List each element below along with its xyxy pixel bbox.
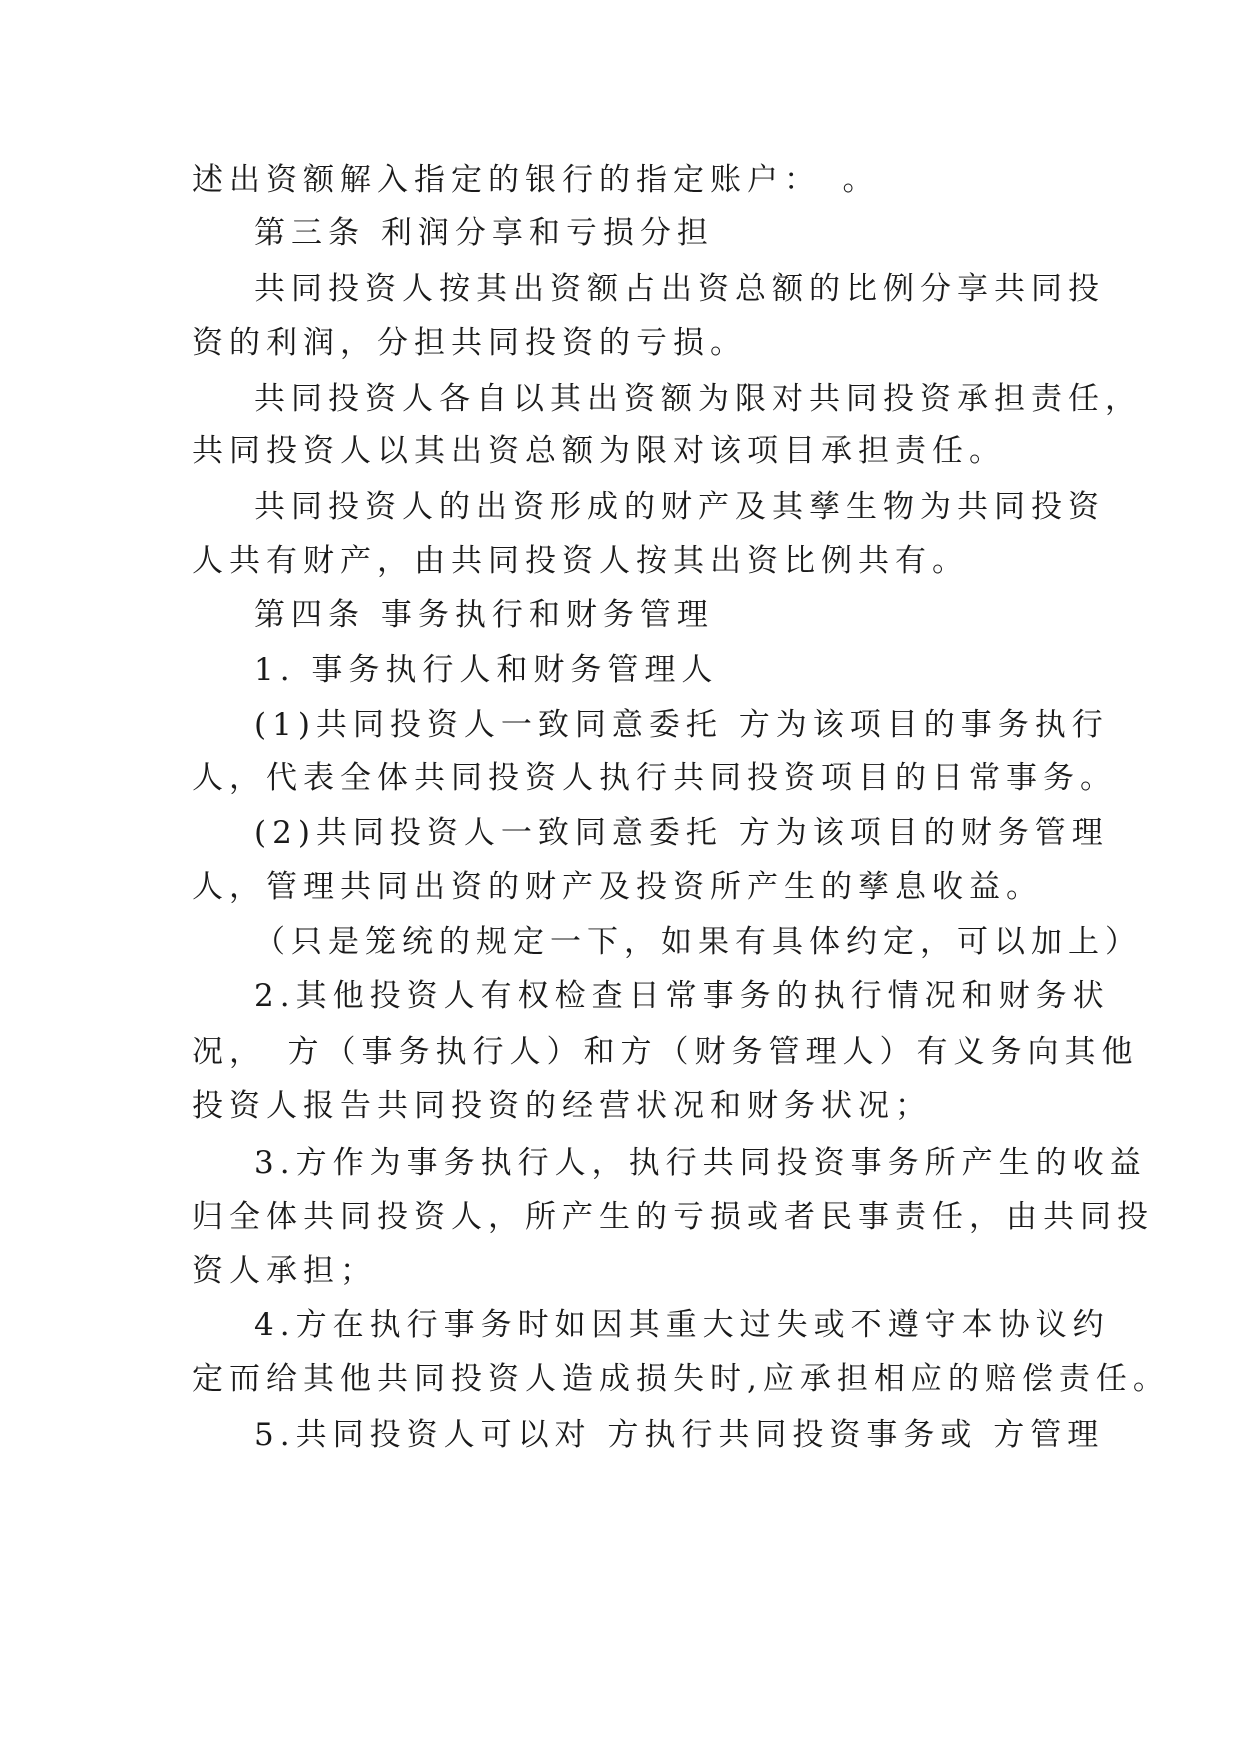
paragraph-line: 定而给其他共同投资人造成损失时,应承担相应的赔偿责任。: [192, 1361, 1170, 1397]
note-line: （只是笼统的规定一下，如果有具体约定，可以加上）: [254, 924, 1142, 960]
paragraph-line: 5.共同投资人可以对 方执行共同投资事务或 方管理: [254, 1417, 1105, 1453]
paragraph-line: 人，代表全体共同投资人执行共同投资项目的日常事务。: [192, 760, 1117, 796]
paragraph-line: 况， 方（事务执行人）和方（财务管理人）有义务向其他: [192, 1034, 1139, 1070]
section-heading: 第四条 事务执行和财务管理: [254, 597, 714, 633]
section-heading: 第三条 利润分享和亏损分担: [254, 215, 714, 251]
paragraph-line: 共同投资人以其出资总额为限对该项目承担责任。: [192, 433, 1006, 469]
paragraph-line: (2)共同投资人一致同意委托 方为该项目的财务管理: [254, 815, 1109, 851]
paragraph-line: 4.方在执行事务时如因其重大过失或不遵守本协议约: [254, 1307, 1110, 1343]
paragraph-line: (1)共同投资人一致同意委托 方为该项目的事务执行: [254, 707, 1109, 743]
paragraph-line: 2.其他投资人有权检查日常事务的执行情况和财务状: [254, 978, 1110, 1014]
paragraph-line: 共同投资人按其出资额占出资总额的比例分享共同投: [254, 271, 1105, 307]
paragraph-line: 投资人报告共同投资的经营状况和财务状况；: [192, 1088, 932, 1124]
paragraph-line: 人，管理共同出资的财产及投资所产生的孳息收益。: [192, 869, 1043, 905]
paragraph-line: 共同投资人各自以其出资额为限对共同投资承担责任，: [254, 381, 1142, 417]
paragraph-line: 共同投资人的出资形成的财产及其孳生物为共同投资: [254, 489, 1105, 525]
paragraph-line: 归全体共同投资人，所产生的亏损或者民事责任，由共同投: [192, 1199, 1154, 1235]
paragraph-line: 人共有财产，由共同投资人按其出资比例共有。: [192, 543, 969, 579]
paragraph-line: 述出资额解入指定的银行的指定账户： 。: [192, 162, 880, 198]
paragraph-line: 资的利润，分担共同投资的亏损。: [192, 325, 747, 361]
subsection-heading: 1. 事务执行人和财务管理人: [254, 652, 719, 688]
paragraph-line: 资人承担；: [192, 1253, 377, 1289]
paragraph-line: 3.方作为事务执行人，执行共同投资事务所产生的收益: [254, 1145, 1147, 1181]
